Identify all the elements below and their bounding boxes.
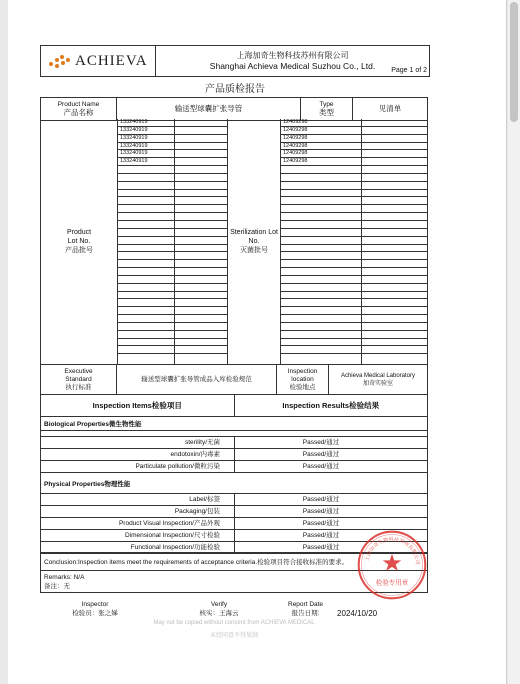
exec-value: 输送型球囊扩张导管成品入库检验规范 (117, 365, 277, 394)
steril-label-cn: 灭菌批号 (239, 247, 268, 254)
phys-item-row (40, 494, 428, 506)
sterilization-lot-cell (281, 284, 361, 292)
product-lot-empty-cell (175, 158, 227, 166)
product-lot-empty-cell (175, 174, 227, 182)
product-lot-cell (118, 284, 174, 292)
sterilization-lot-empty-cell (362, 331, 427, 339)
sterilization-lot-cell: 12409298 (281, 127, 361, 135)
sterilization-lot-cell (281, 174, 361, 182)
sterilization-lot-empty-cell (362, 323, 427, 331)
product-lot-cell (118, 197, 174, 205)
verify-signature (164, 600, 274, 618)
report-header (40, 45, 430, 77)
product-row (40, 97, 428, 121)
location-label-cn: 检验地点 (289, 383, 316, 391)
footer-notice-cn: 未经同意不得复制 (209, 633, 258, 639)
phys-item-result: Passed/通过 (302, 544, 340, 551)
type-label (301, 98, 353, 120)
sterilization-lot-cell (281, 221, 361, 229)
remarks-en: Remarks: N/A (44, 574, 85, 581)
sterilization-lot-cell (281, 315, 361, 323)
product-lot-empty-cell (175, 346, 227, 354)
product-lot-cell (118, 307, 174, 315)
svg-text:上海加奇生物科技苏州有限公司: 上海加奇生物科技苏州有限公司 (364, 536, 421, 566)
logo-dots-icon (47, 54, 71, 68)
bio-item-name: sterility/无菌 (41, 437, 235, 448)
bio-item-name: Particulate pollution/微粒污染 (41, 461, 235, 472)
sterilization-lot-cell (281, 339, 361, 347)
report-date-value: 2024/10/20 (337, 609, 378, 618)
sterilization-lot-cell (281, 276, 361, 284)
sterilization-lot-empty-cell (362, 354, 427, 362)
product-lot-cell: 133240919 (118, 158, 174, 166)
inspection-header (40, 395, 428, 417)
sterilization-lot-empty-cell (362, 260, 427, 268)
sterilization-lot-cell: 12409298 (281, 150, 361, 158)
sterilization-lot-cell (281, 354, 361, 362)
sterilization-lot-cell (281, 299, 361, 307)
sterilization-lot-empty-cell (362, 268, 427, 276)
sterilization-lot-empty-cell (362, 135, 427, 143)
product-lot-empty-cell (175, 323, 227, 331)
sterilization-lot-empty-cell (362, 315, 427, 323)
sterilization-lot-cell (281, 260, 361, 268)
sterilization-lot-cell (281, 197, 361, 205)
product-lot-empty-cell (175, 307, 227, 315)
product-lot-empty-cell (175, 135, 227, 143)
bio-item-row (40, 437, 428, 449)
product-lot-cell: 133240919 (118, 127, 174, 135)
scroll-thumb[interactable] (510, 2, 518, 122)
product-lot-cell (118, 190, 174, 198)
product-lot-cell: 133240919 (118, 119, 174, 127)
product-lot-cell (118, 276, 174, 284)
product-lot-label-en2: Lot No. (67, 238, 91, 245)
phys-item-name: Functional Inspection/功能检验 (41, 542, 235, 552)
sterilization-lot-cell: 12409298 (281, 158, 361, 166)
product-lot-cell (118, 174, 174, 182)
product-name-label-en: Product Name (57, 101, 100, 108)
company-name (156, 46, 429, 76)
product-lot-cell: 133240919 (118, 135, 174, 143)
bio-item-row (40, 461, 428, 473)
product-lot-cell (118, 205, 174, 213)
product-lot-empty-cell (175, 260, 227, 268)
phys-item-name: Dimensional Inspection/尺寸检验 (41, 530, 235, 541)
product-lot-column-extra (175, 119, 228, 364)
sterilization-lot-cell: 12409298 (281, 119, 361, 127)
bio-item-result: Passed/通过 (302, 451, 340, 458)
footer-notice-en: May not be copied without consent from ACHIEVA MEDICAL (153, 620, 315, 626)
product-lot-empty-cell (175, 166, 227, 174)
sterilization-lot-cell (281, 205, 361, 213)
biological-section-title: Biological Properties微生物性能 (40, 417, 428, 431)
verify-label: Verify (210, 601, 228, 608)
company-name-en: Shanghai Achieva Medical Suzhou Co., Ltd. (209, 61, 376, 71)
report-title: 产品质检报告 (205, 84, 265, 95)
product-lot-empty-cell (175, 315, 227, 323)
product-lot-empty-cell (175, 150, 227, 158)
sterilization-lot-cell (281, 292, 361, 300)
sterilization-lot-empty-cell (362, 229, 427, 237)
product-lot-cell (118, 221, 174, 229)
product-lot-cell (118, 245, 174, 253)
exec-label-cn: 执行标准 (65, 383, 92, 391)
product-lot-empty-cell (175, 229, 227, 237)
product-lot-empty-cell (175, 205, 227, 213)
product-lot-empty-cell (175, 245, 227, 253)
sterilization-lot-empty-cell (362, 299, 427, 307)
sterilization-lot-cell (281, 190, 361, 198)
product-lot-empty-cell (175, 276, 227, 284)
sterilization-lot-empty-cell (362, 213, 427, 221)
phys-item-result: Passed/通过 (302, 496, 340, 503)
page-number: Page 1 of 2 (391, 67, 427, 74)
product-lot-cell (118, 346, 174, 354)
product-name-label-cn: 产品名称 (63, 108, 94, 117)
sterilization-lot-cell (281, 346, 361, 354)
sterilization-lot-empty-cell (362, 119, 427, 127)
report-date-label: Report Date (288, 601, 324, 608)
sterilization-lot-cell (281, 237, 361, 245)
product-lot-empty-cell (175, 190, 227, 198)
inspection-stamp (355, 528, 429, 602)
verify-name: 核实：王海云 (199, 610, 239, 617)
sterilization-lot-label (228, 119, 281, 364)
product-lot-empty-cell (175, 182, 227, 190)
product-lot-cell (118, 323, 174, 331)
executive-standard-row (40, 365, 428, 395)
sterilization-lot-empty-cell (362, 197, 427, 205)
product-lot-empty-cell (175, 237, 227, 245)
sterilization-lot-empty-cell (362, 237, 427, 245)
sterilization-lot-cell (281, 268, 361, 276)
type-label-cn: 类型 (319, 108, 334, 117)
sterilization-lot-cell: 12409298 (281, 135, 361, 143)
location-label (277, 365, 329, 394)
product-lot-cell: 133240919 (118, 143, 174, 151)
product-lot-empty-cell (175, 354, 227, 362)
sterilization-lot-empty-cell (362, 158, 427, 166)
product-lot-cell (118, 237, 174, 245)
steril-label-en2: No. (248, 238, 260, 245)
sterilization-lot-empty-cell (362, 174, 427, 182)
sterilization-lot-empty-cell (362, 339, 427, 347)
product-lot-empty-cell (175, 143, 227, 151)
product-lot-empty-cell (175, 213, 227, 221)
product-lot-cell (118, 252, 174, 260)
product-lot-cell (118, 315, 174, 323)
sterilization-lot-empty-cell (362, 182, 427, 190)
sterilization-lot-empty-cell (362, 143, 427, 151)
type-label-en: Type (319, 101, 334, 108)
phys-item-row (40, 506, 428, 518)
sterilization-lot-empty-cell (362, 127, 427, 135)
product-lot-empty-cell (175, 299, 227, 307)
signature-block (40, 600, 428, 618)
product-name-row (41, 98, 427, 120)
product-lot-cell (118, 229, 174, 237)
phys-item-result: Passed/通过 (302, 532, 340, 539)
bio-item-result: Passed/通过 (302, 463, 340, 470)
sterilization-lot-empty-cell (362, 166, 427, 174)
exec-label (41, 365, 117, 394)
location-label-en1: Inspection (287, 367, 318, 375)
sterilization-lot-empty-cell (362, 292, 427, 300)
phys-item-name: Label/标签 (41, 494, 235, 505)
inspection-results-header: Inspection Results检验结果 (282, 401, 380, 410)
report-date (288, 600, 428, 618)
product-name-value: 输送型球囊扩张导管 (117, 98, 301, 120)
sterilization-lot-cell (281, 252, 361, 260)
sterilization-lot-empty-cell (362, 150, 427, 158)
bio-item-result: Passed/通过 (302, 439, 340, 446)
product-lot-label (41, 119, 118, 364)
product-lot-cell (118, 292, 174, 300)
logo-text: ACHIEVA (75, 52, 148, 69)
product-lot-column (118, 119, 175, 364)
location-value-cn: 加奇实验室 (362, 380, 393, 387)
product-lot-label-en1: Product (66, 229, 92, 236)
sterilization-lot-empty-cell (362, 284, 427, 292)
type-value: 见清单 (378, 104, 402, 113)
product-lot-empty-cell (175, 252, 227, 260)
product-lot-empty-cell (175, 268, 227, 276)
phys-item-name: Packaging/包装 (41, 506, 235, 517)
stamp-star-icon (383, 554, 402, 571)
lot-table (40, 119, 428, 365)
location-value-en: Achieva Medical Laboratory (340, 372, 416, 379)
remarks-cn: 备注：无 (44, 583, 70, 590)
sterilization-lot-empty-cell (362, 205, 427, 213)
sterilization-lot-column-extra (362, 119, 427, 364)
steril-label-en1: Sterilization Lot (230, 229, 278, 236)
sterilization-lot-empty-cell (362, 190, 427, 198)
exec-label-en1: Executive (64, 367, 93, 375)
inspector-signature (40, 600, 150, 618)
bio-item-row (40, 449, 428, 461)
sterilization-lot-cell (281, 307, 361, 315)
product-lot-cell (118, 339, 174, 347)
product-lot-cell (118, 268, 174, 276)
product-lot-empty-cell (175, 339, 227, 347)
inspector-name: 检验员：张之娣 (72, 610, 118, 617)
sterilization-lot-cell (281, 166, 361, 174)
scrollbar[interactable] (508, 0, 520, 684)
product-lot-empty-cell (175, 221, 227, 229)
product-name-label (41, 98, 117, 120)
sterilization-lot-empty-cell (362, 252, 427, 260)
product-lot-empty-cell (175, 331, 227, 339)
conclusion: Conclusion:Inspection items meet the requirements of acceptance criteria.检验项目符合接收标准的要求。 (40, 553, 428, 571)
sterilization-lot-empty-cell (362, 221, 427, 229)
physical-section-title: Physical Properties物理性能 (40, 473, 428, 494)
sterilization-lot-empty-cell (362, 307, 427, 315)
sterilization-lot-cell (281, 331, 361, 339)
bio-item-name: endotoxin/内毒素 (41, 449, 235, 460)
phys-item-result: Passed/通过 (302, 520, 340, 527)
product-lot-label-cn: 产品批号 (65, 247, 93, 254)
inspection-items-header: Inspection Items检验项目 (41, 395, 235, 416)
inspector-label: Inspector (81, 601, 109, 608)
product-lot-cell (118, 354, 174, 362)
sterilization-lot-cell (281, 182, 361, 190)
product-lot-cell (118, 260, 174, 268)
product-lot-empty-cell (175, 127, 227, 135)
sterilization-lot-empty-cell (362, 346, 427, 354)
sterilization-lot-empty-cell (362, 276, 427, 284)
company-logo (41, 46, 156, 76)
phys-item-name: Product Visual Inspection/产品外观 (41, 518, 235, 529)
location-value (329, 365, 427, 394)
sterilization-lot-cell (281, 245, 361, 253)
company-name-cn: 上海加奇生物科技苏州有限公司 (236, 51, 349, 60)
sterilization-lot-cell (281, 229, 361, 237)
product-lot-empty-cell (175, 119, 227, 127)
exec-label-en2: Standard (65, 375, 92, 383)
product-lot-cell (118, 166, 174, 174)
stamp-text: 检验专用章 (375, 579, 409, 587)
product-lot-empty-cell (175, 284, 227, 292)
product-lot-empty-cell (175, 197, 227, 205)
product-lot-empty-cell (175, 292, 227, 300)
sterilization-lot-column (281, 119, 362, 364)
sterilization-lot-cell: 12409298 (281, 143, 361, 151)
product-lot-cell (118, 182, 174, 190)
product-lot-cell (118, 299, 174, 307)
phys-item-result: Passed/通过 (302, 508, 340, 515)
product-lot-cell (118, 213, 174, 221)
sterilization-lot-cell (281, 323, 361, 331)
product-lot-cell: 133240919 (118, 150, 174, 158)
product-lot-cell (118, 331, 174, 339)
location-label-en2: location (291, 375, 314, 383)
sterilization-lot-empty-cell (362, 245, 427, 253)
sterilization-lot-cell (281, 213, 361, 221)
report-date-label-cn: 报告日期: (291, 610, 320, 617)
